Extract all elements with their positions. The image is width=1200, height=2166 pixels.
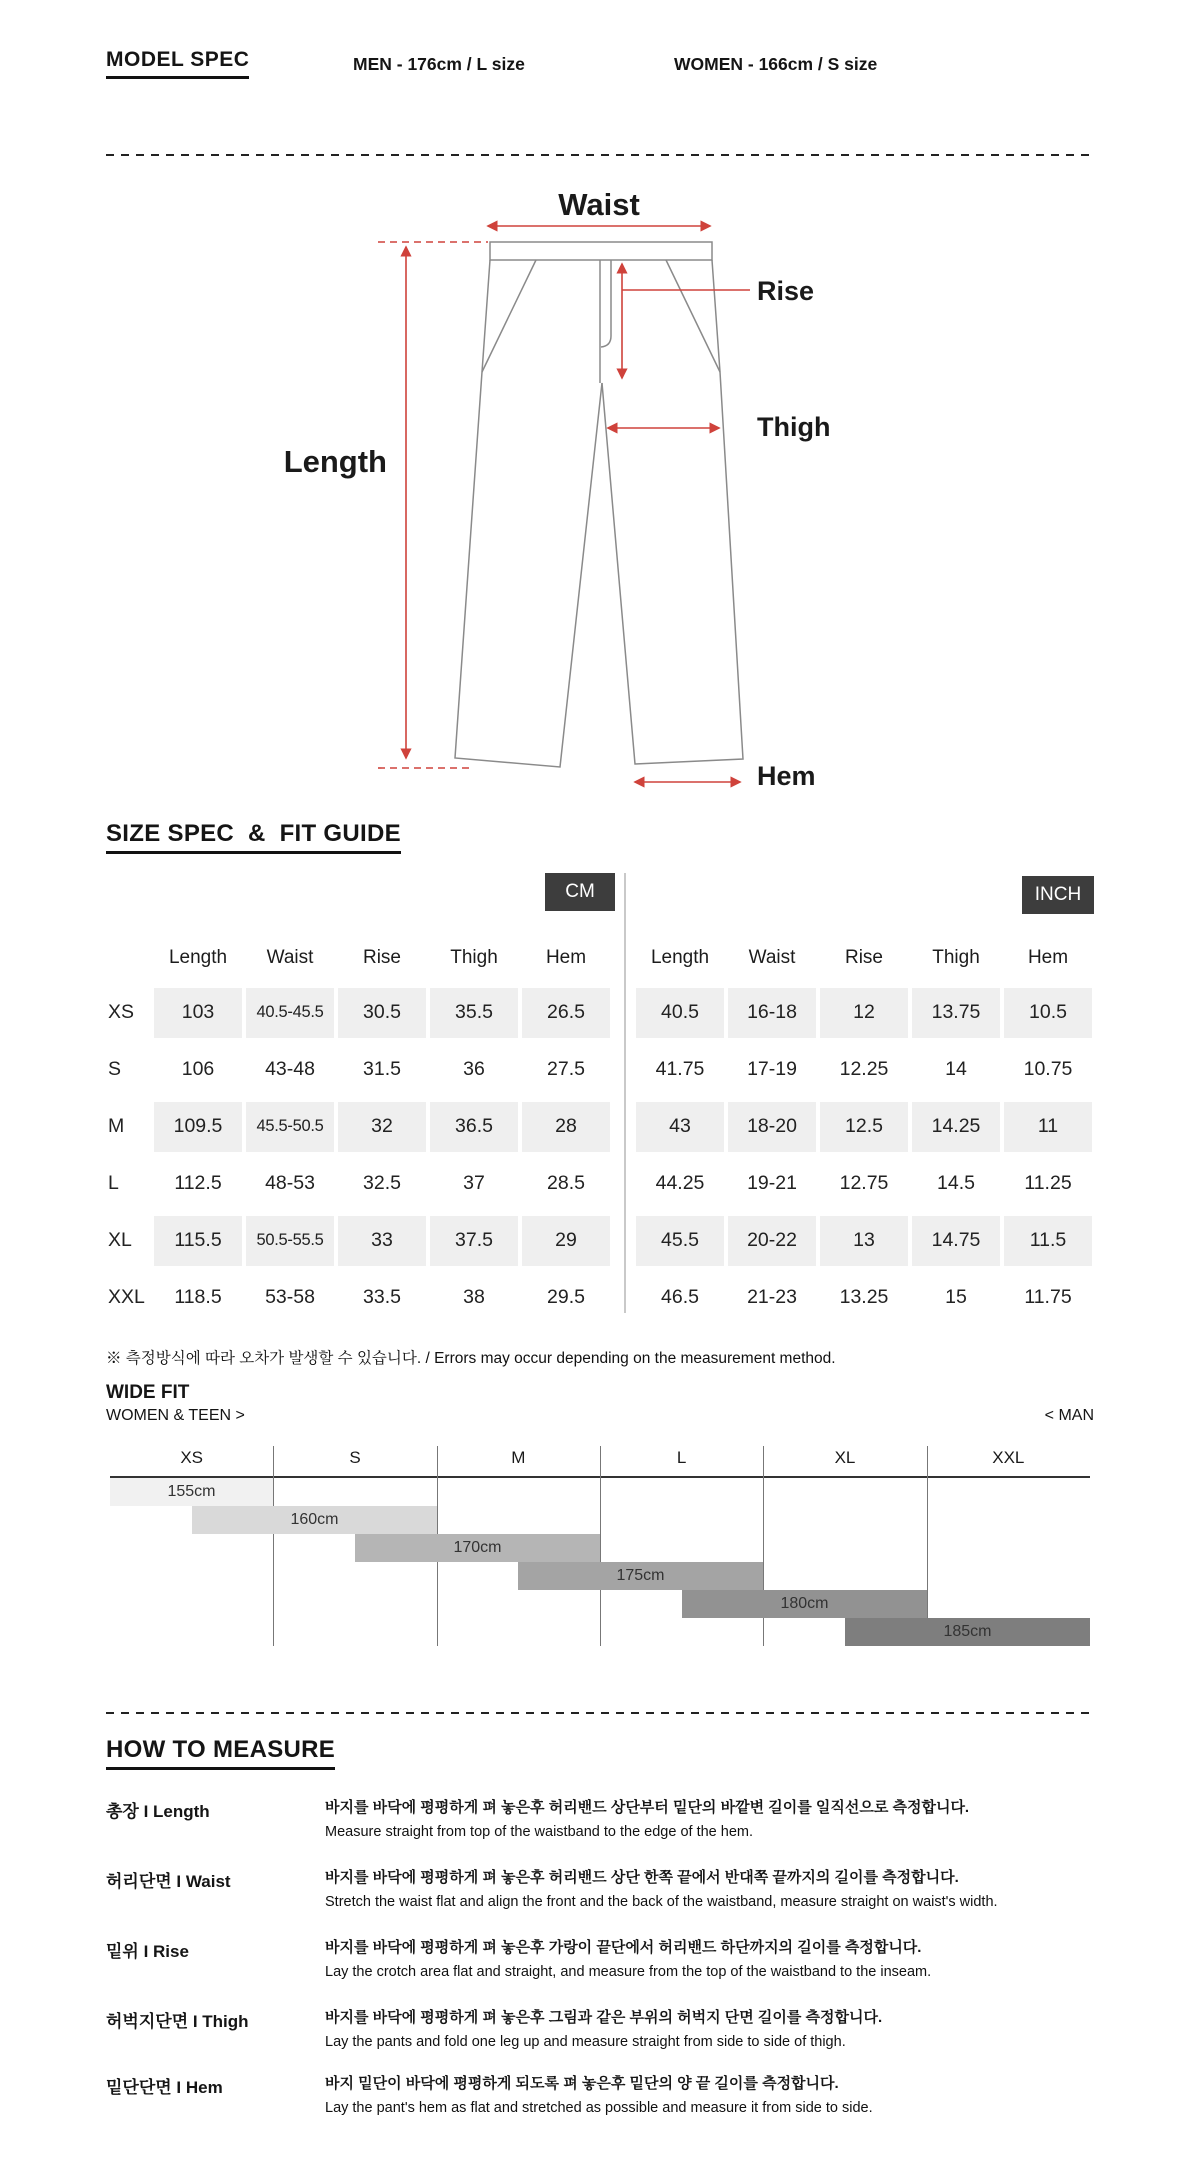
fit-size-l: L — [676, 1448, 687, 1467]
inch-cell: 43 — [636, 1102, 724, 1152]
cm-col-waist: Waist — [266, 947, 314, 968]
fit-size-m: M — [511, 1448, 526, 1467]
inch-col-rise: Rise — [844, 947, 883, 968]
fit-size-xs: XS — [180, 1448, 203, 1467]
cm-cell: 53-58 — [265, 1286, 315, 1308]
cm-cell: 109.5 — [154, 1102, 242, 1152]
measurement-note: ※ 측정방식에 따라 오차가 발생할 수 있습니다. / Errors may occur depending on the measurement method. — [106, 1350, 836, 1367]
cm-cell: 118.5 — [174, 1286, 222, 1308]
inch-cell: 40.5 — [636, 988, 724, 1038]
cm-cell: 37 — [463, 1172, 485, 1194]
inch-cell: 12.25 — [839, 1058, 889, 1080]
size-label: S — [108, 1058, 122, 1080]
inch-cell: 11.75 — [1024, 1286, 1072, 1308]
inch-cell: 14.25 — [912, 1102, 1000, 1152]
cm-cell: 28 — [522, 1102, 610, 1152]
measure-label-hem: 밑단단면 I Hem — [106, 2078, 223, 2097]
height-bar-175: 175cm — [518, 1562, 763, 1590]
measure-desc-en: Lay the pants and fold one leg up and measure straight from side to side of thigh. — [325, 2034, 846, 2050]
cm-cell: 36 — [463, 1058, 485, 1080]
table-separator — [624, 873, 626, 1313]
inch-cell: 18-20 — [728, 1102, 816, 1152]
measure-label-length: 총장 I Length — [106, 1802, 210, 1821]
measure-desc-hem — [325, 2072, 1125, 2116]
cm-cell: 29.5 — [547, 1286, 585, 1308]
model-spec-women: WOMEN - 166cm / S size — [674, 54, 878, 74]
size-label: M — [108, 1115, 125, 1137]
fit-guide-man-label: < MAN — [1044, 1407, 1094, 1424]
inch-cell: 11.25 — [1024, 1172, 1072, 1194]
inch-cell: 12.75 — [839, 1172, 889, 1194]
cm-cell: 32 — [338, 1102, 426, 1152]
cm-cell: 28.5 — [547, 1172, 585, 1194]
height-bar-170: 170cm — [355, 1534, 600, 1562]
inch-cell: 17-19 — [747, 1058, 797, 1080]
inch-cell: 44.25 — [655, 1172, 705, 1194]
inch-cell: 10.75 — [1023, 1058, 1073, 1080]
inch-col-thigh: Thigh — [932, 947, 980, 968]
inch-cell: 12.5 — [820, 1102, 908, 1152]
cm-col-rise: Rise — [362, 947, 401, 968]
fit-guide-title: WIDE FIT — [106, 1382, 190, 1403]
thigh-label: Thigh — [757, 412, 831, 442]
cm-cell: 37.5 — [430, 1216, 518, 1266]
measure-label-rise: 밑위 I Rise — [106, 1942, 189, 1961]
measure-label-thigh: 허벅지단면 I Thigh — [106, 2012, 249, 2031]
cm-cell: 27.5 — [547, 1058, 585, 1080]
measure-desc-en: Lay the crotch area flat and straight, and measure from the top of the waistband to the inseam. — [325, 1964, 932, 1980]
measure-label-waist: 허리단면 I Waist — [106, 1872, 231, 1891]
size-label: XS — [108, 1001, 135, 1023]
fit-guide-women-label: WOMEN & TEEN > — [106, 1407, 245, 1424]
model-spec-men: MEN - 176cm / L size — [353, 54, 525, 74]
cm-size-table — [106, 932, 612, 1326]
pants-measure-diagram — [0, 150, 1200, 810]
inch-cell: 13.25 — [839, 1286, 889, 1308]
cm-cell: 115.5 — [154, 1216, 242, 1266]
inch-col-waist: Waist — [748, 947, 796, 968]
cm-cell: 32.5 — [363, 1172, 401, 1194]
cm-cell: 43-48 — [265, 1058, 315, 1080]
inch-cell: 12 — [820, 988, 908, 1038]
rise-label: Rise — [757, 276, 815, 306]
inch-size-table — [634, 932, 1094, 1326]
measure-desc-kr: 바지를 바닥에 평평하게 펴 놓은후 허리밴드 상단 한쪽 끝에서 반대쪽 끝까지의 길이를 측정합니다. — [325, 1869, 959, 1886]
inch-col-length: Length — [650, 947, 710, 968]
inch-cell: 14 — [945, 1058, 967, 1080]
inch-cell: 14.75 — [912, 1216, 1000, 1266]
divider-bottom — [106, 1712, 1094, 1714]
size-label: XL — [108, 1229, 132, 1251]
inch-unit-badge: INCH — [1022, 876, 1094, 914]
cm-cell: 30.5 — [338, 988, 426, 1038]
measure-desc-kr: 바지를 바닥에 평평하게 펴 놓은후 허리밴드 상단부터 밑단의 바깥변 길이를 일직선으로 측정합니다. — [325, 1799, 970, 1816]
fit-size-xl: XL — [834, 1448, 856, 1467]
cm-col-hem: Hem — [545, 947, 587, 968]
fit-guide-chart — [110, 1440, 1090, 1646]
inch-cell: 16-18 — [728, 988, 816, 1038]
hem-label: Hem — [757, 761, 816, 791]
cm-cell: 45.5-50.5 — [246, 1102, 334, 1152]
height-bar-180: 180cm — [682, 1590, 927, 1618]
inch-cell: 14.5 — [937, 1172, 975, 1194]
pants-outline — [455, 242, 743, 767]
measure-desc-en: Measure straight from top of the waistband to the edge of the hem. — [325, 1824, 753, 1840]
cm-col-thigh: Thigh — [450, 947, 498, 968]
measure-desc-kr: 바지를 바닥에 평평하게 펴 놓은후 그림과 같은 부위의 허벅지 단면 길이를 측정합니다. — [325, 2009, 883, 2026]
waist-label: Waist — [558, 187, 640, 222]
cm-col-length: Length — [168, 947, 228, 968]
inch-cell: 11.5 — [1004, 1216, 1092, 1266]
cm-cell: 103 — [154, 988, 242, 1038]
cm-cell: 50.5-55.5 — [246, 1216, 334, 1266]
measure-desc-kr: 바지 밑단이 바닥에 평평하게 되도록 펴 놓은후 밑단의 양 끝 길이를 측정합니다. — [325, 2075, 839, 2092]
fit-size-xxl: XXL — [992, 1448, 1025, 1467]
inch-cell: 13.75 — [912, 988, 1000, 1038]
size-label: XXL — [108, 1286, 145, 1308]
how-to-measure-title: HOW TO MEASURE — [106, 1736, 335, 1770]
inch-cell: 19-21 — [747, 1172, 797, 1194]
height-bar-160: 160cm — [192, 1506, 437, 1534]
cm-cell: 33 — [338, 1216, 426, 1266]
fit-col-divider — [927, 1446, 928, 1646]
inch-col-hem: Hem — [1027, 947, 1069, 968]
inch-cell: 20-22 — [728, 1216, 816, 1266]
cm-cell: 31.5 — [363, 1058, 401, 1080]
inch-cell: 45.5 — [636, 1216, 724, 1266]
cm-cell: 29 — [522, 1216, 610, 1266]
measure-desc-kr: 바지를 바닥에 평평하게 펴 놓은후 가랑이 끝단에서 허리밴드 하단까지의 길이를 측정합니다. — [325, 1939, 922, 1956]
size-label: L — [108, 1172, 119, 1194]
cm-cell: 40.5-45.5 — [246, 988, 334, 1038]
fit-col-divider — [273, 1446, 274, 1646]
measure-desc-waist — [325, 1866, 1125, 1910]
cm-unit-badge: CM — [545, 873, 615, 911]
cm-cell: 35.5 — [430, 988, 518, 1038]
inch-cell: 15 — [945, 1286, 967, 1308]
cm-cell: 48-53 — [265, 1172, 315, 1194]
inch-cell: 13 — [820, 1216, 908, 1266]
fit-size-s: S — [349, 1448, 361, 1467]
measure-desc-en: Stretch the waist flat and align the front and the back of the waistband, measure straight on waist's width. — [325, 1894, 998, 1910]
inch-cell: 21-23 — [747, 1286, 797, 1308]
cm-cell: 33.5 — [363, 1286, 401, 1308]
inch-cell: 11 — [1004, 1102, 1092, 1152]
inch-cell: 46.5 — [661, 1286, 699, 1308]
size-spec-title: SIZE SPEC & FIT GUIDE — [106, 820, 401, 854]
cm-cell: 36.5 — [430, 1102, 518, 1152]
page-title: MODEL SPEC — [106, 48, 249, 79]
measure-desc-length — [325, 1796, 1125, 1840]
fit-col-divider — [600, 1446, 601, 1646]
cm-cell: 26.5 — [522, 988, 610, 1038]
length-label: Length — [283, 444, 387, 479]
measure-desc-rise — [325, 1936, 1125, 1980]
inch-cell: 41.75 — [655, 1058, 705, 1080]
measure-desc-thigh — [325, 2006, 1125, 2050]
cm-cell: 112.5 — [174, 1172, 222, 1194]
cm-cell: 38 — [463, 1286, 485, 1308]
measure-desc-en: Lay the pant's hem as flat and stretched as possible and measure it from side to side. — [325, 2100, 873, 2116]
cm-cell: 106 — [181, 1058, 215, 1080]
height-bar-185: 185cm — [845, 1618, 1090, 1646]
height-bar-155: 155cm — [110, 1478, 273, 1506]
inch-cell: 10.5 — [1004, 988, 1092, 1038]
